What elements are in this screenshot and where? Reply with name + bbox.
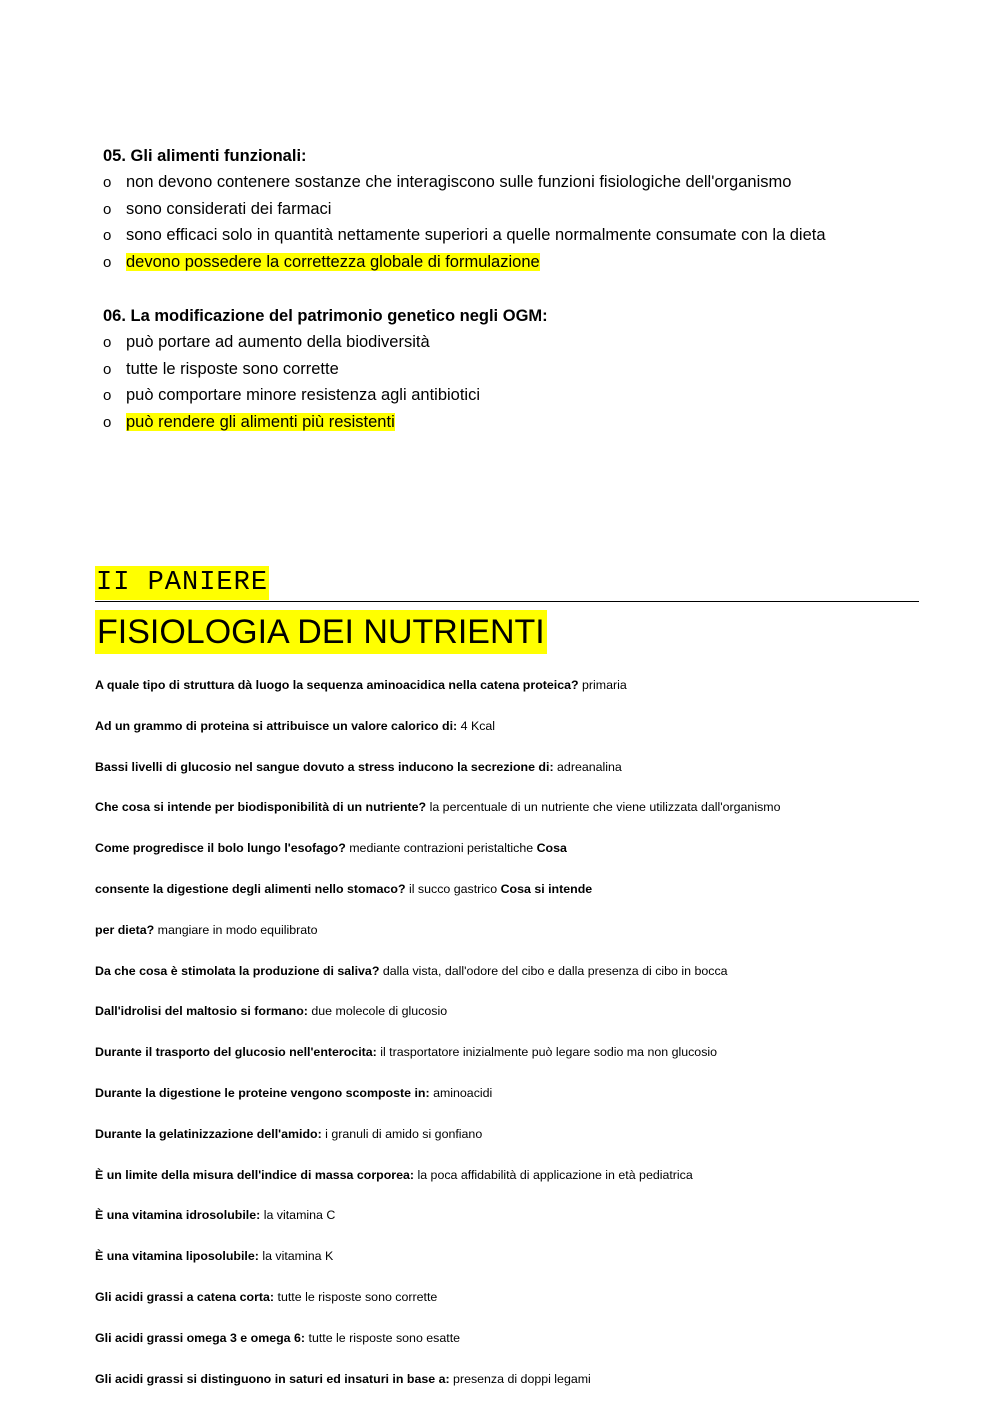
qa-question: Gli acidi grassi si distinguono in saturi ed insaturi in base a: bbox=[95, 1371, 450, 1386]
qa-answer: il trasportatore inizialmente può legare sodio ma non glucosio bbox=[380, 1045, 718, 1060]
qa-item bbox=[95, 1165, 925, 1206]
qa-question: Da che cosa è stimolata la produzione di saliva? bbox=[95, 963, 380, 978]
qa-item bbox=[95, 1124, 925, 1165]
qa-item bbox=[95, 1328, 925, 1369]
bullet-icon: o bbox=[103, 360, 112, 378]
qa-list bbox=[95, 675, 925, 1409]
qa-answer: i granuli di amido si gonfiano bbox=[325, 1126, 483, 1141]
bullet-icon: o bbox=[103, 227, 112, 244]
qa-question: È una vitamina idrosolubile: bbox=[95, 1208, 261, 1223]
qa-item bbox=[95, 920, 925, 961]
qa-question: A quale tipo di struttura dà luogo la sequenza aminoacidica nella catena proteica? bbox=[95, 678, 579, 692]
qa-item bbox=[95, 757, 925, 798]
qa-answer: 4 Kcal bbox=[460, 718, 496, 733]
option-text: può comportare minore resistenza agli antibiotici bbox=[126, 386, 481, 404]
qa-item bbox=[95, 961, 925, 1002]
qa-question: Gli acidi grassi a catena corta: bbox=[95, 1289, 275, 1304]
bullet-icon: o bbox=[103, 200, 112, 218]
qa-question: per dieta? bbox=[95, 922, 155, 937]
qa-question: Durante la digestione le proteine vengono scomposte in: bbox=[95, 1085, 430, 1100]
option-text: sono considerati dei farmaci bbox=[126, 199, 332, 218]
option-text: tutte le risposte sono corrette bbox=[126, 359, 339, 378]
qa-answer: presenza di doppi legami bbox=[453, 1371, 591, 1386]
qa-item bbox=[95, 1001, 925, 1042]
option-text: sono efficaci solo in quantità nettamente superiori a quelle normalmente consumate con la dieta bbox=[126, 226, 826, 244]
question-06 bbox=[103, 303, 923, 435]
qa-answer: aminoacidi bbox=[433, 1085, 493, 1100]
qa-answer: adreanalina bbox=[557, 759, 622, 774]
answer-options bbox=[103, 169, 923, 275]
bullet-icon: o bbox=[103, 413, 112, 431]
qa-question: Bassi livelli di glucosio nel sangue dovuto a stress inducono la secrezione di: bbox=[95, 759, 554, 774]
answer-option bbox=[103, 356, 923, 383]
qa-question: consente la digestione degli alimenti nello stomaco? bbox=[95, 881, 406, 896]
qa-answer: dalla vista, dall'odore del cibo e dalla presenza di cibo in bocca bbox=[382, 963, 728, 978]
qa-answer: la percentuale di un nutriente che viene utilizzata dall'organismo bbox=[429, 800, 781, 815]
question-title: 06. La modificazione del patrimonio genetico negli OGM: bbox=[103, 307, 548, 325]
answer-option-correct bbox=[103, 409, 923, 436]
qa-item bbox=[95, 1287, 925, 1328]
qa-question: Dall'idrolisi del maltosio si formano: bbox=[95, 1004, 308, 1019]
bullet-icon: o bbox=[103, 334, 112, 351]
qa-answer: la vitamina C bbox=[263, 1208, 336, 1223]
qa-question: Ad un grammo di proteina si attribuisce un valore calorico di: bbox=[95, 718, 458, 733]
qa-question: Durante il trasporto del glucosio nell'enterocita: bbox=[95, 1045, 377, 1060]
section-label: II PANIERE bbox=[96, 568, 269, 598]
qa-answer: tutte le risposte sono corrette bbox=[277, 1289, 438, 1304]
qa-answer: la poca affidabilità di applicazione in età pediatrica bbox=[417, 1167, 693, 1182]
qa-answer: mangiare in modo equilibrato bbox=[157, 922, 318, 937]
answer-option bbox=[103, 196, 923, 223]
qa-question: È una vitamina liposolubile: bbox=[95, 1249, 259, 1264]
qa-question: Durante la gelatinizzazione dell'amido: bbox=[95, 1126, 322, 1141]
question-title: 05. Gli alimenti funzionali: bbox=[103, 147, 307, 165]
qa-answer: primaria bbox=[582, 678, 627, 692]
section-divider bbox=[95, 601, 919, 602]
qa-item bbox=[95, 1246, 925, 1287]
qa-answer: la vitamina K bbox=[262, 1249, 334, 1264]
bullet-icon: o bbox=[103, 174, 112, 191]
qa-question: È un limite della misura dell'indice di massa corporea: bbox=[95, 1167, 415, 1182]
answer-option-correct bbox=[103, 249, 923, 276]
option-text: non devono contenere sostanze che interagiscono sulle funzioni fisiologiche dell'organismo bbox=[126, 173, 792, 191]
answer-option bbox=[103, 222, 923, 249]
qa-item bbox=[95, 1369, 925, 1410]
qa-answer: il succo gastrico bbox=[408, 881, 498, 896]
qa-item bbox=[95, 879, 925, 920]
qa-question: Che cosa si intende per biodisponibilità di un nutriente? bbox=[95, 800, 427, 815]
answer-option bbox=[103, 329, 923, 356]
question-05 bbox=[103, 143, 923, 275]
qa-item bbox=[95, 838, 925, 879]
qa-question-continuation: Cosa bbox=[536, 841, 567, 856]
answer-option bbox=[103, 169, 923, 196]
qa-answer: tutte le risposte sono esatte bbox=[308, 1330, 461, 1345]
option-text: può portare ad aumento della biodiversità bbox=[126, 333, 430, 351]
qa-item bbox=[95, 716, 925, 757]
qa-item bbox=[95, 797, 925, 838]
bullet-icon: o bbox=[103, 253, 112, 271]
answer-options bbox=[103, 329, 923, 435]
qa-item bbox=[95, 675, 925, 716]
qa-question: Come progredisce il bolo lungo l'esofago? bbox=[95, 841, 346, 856]
qa-answer: due molecole di glucosio bbox=[311, 1004, 448, 1019]
qa-item bbox=[95, 1083, 925, 1124]
option-text-highlighted: devono possedere la correttezza globale di formulazione bbox=[126, 252, 540, 271]
option-text-highlighted: può rendere gli alimenti più resistenti bbox=[126, 412, 395, 431]
qa-question: Gli acidi grassi omega 3 e omega 6: bbox=[95, 1330, 306, 1345]
qa-question-continuation: Cosa si intende bbox=[500, 881, 593, 896]
answer-option bbox=[103, 382, 923, 409]
qa-item bbox=[95, 1042, 925, 1083]
qa-item bbox=[95, 1205, 925, 1246]
bullet-icon: o bbox=[103, 387, 112, 404]
qa-answer: mediante contrazioni peristaltiche bbox=[349, 841, 534, 856]
section-title: FISIOLOGIA DEI NUTRIENTI bbox=[95, 610, 547, 654]
